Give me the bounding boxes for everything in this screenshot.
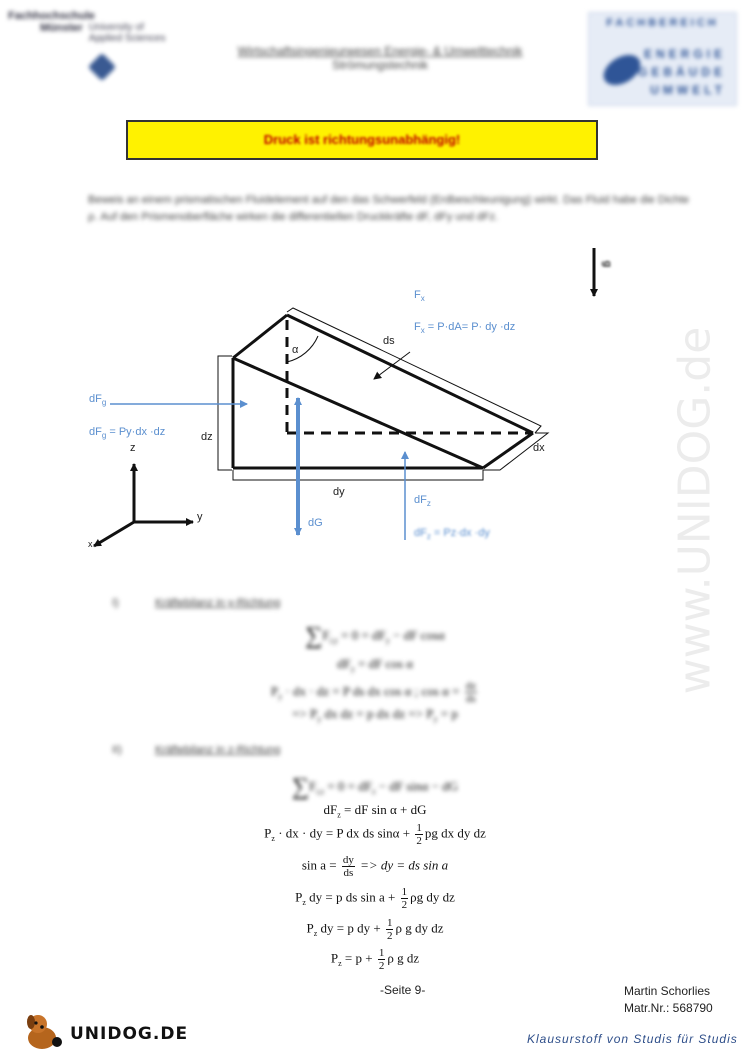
logo-word: ENERGIE xyxy=(643,47,726,61)
dfz-label: $dF_z$ xyxy=(414,494,431,509)
department-title: Wirtschaftsingenieurwesen Energie- & Umwelttechnik xyxy=(237,44,523,58)
axis-z-label: z xyxy=(130,442,136,454)
ds-arrow xyxy=(374,352,410,379)
logo-word: GEBÄUDE xyxy=(637,65,726,79)
document-header xyxy=(200,44,560,72)
gravity-label: g xyxy=(601,260,614,268)
axis-x-label: x xyxy=(88,539,93,549)
unidog-brand: UNIDOG.DE xyxy=(70,1024,189,1044)
equation-line: $\sum F_{i,y} = 0 = dF_y$ − dF cosα xyxy=(305,623,445,649)
equation-line: $P_y$ · dx · dz = P ds dx cos α ; cos α = $\frac{dz}{ds}$ xyxy=(270,680,477,705)
equation-line: $\sum F_{i,z} = 0 = dF_z$ − dF sinα − dG xyxy=(291,774,459,800)
headline-box xyxy=(126,120,598,160)
equation-line: $P_z$ dy = p ds sin a + $\frac{1}{2}$ ρg dy dz xyxy=(295,886,455,911)
section-number: I) xyxy=(112,597,119,609)
prism-diagram xyxy=(0,245,750,565)
dog-icon xyxy=(24,1012,66,1052)
equation-line: sin a = $\frac{dy}{ds}$ => dy = ds sin a xyxy=(301,854,449,879)
section-title: Kräftebilanz in z-Richtung xyxy=(155,744,281,756)
dy-label: dy xyxy=(333,486,345,498)
fx-formula: $F_x = P\cdot dA= P\cdot$ dy ·dz xyxy=(414,321,516,336)
equation-line: $dF_y$ = dF cos α xyxy=(337,656,413,674)
alpha-label: α xyxy=(292,344,299,356)
university-line: University of xyxy=(88,22,144,33)
dfz-formula: $dF_z = Pz\cdot dx \cdot dy$ xyxy=(414,527,490,542)
watermark-text: www.UNIDOG.de xyxy=(669,326,721,695)
university-line: Fachhochschule xyxy=(8,10,95,22)
footer-slogan: Klausurstoff von Studis für Studis xyxy=(527,1032,738,1046)
section-heading-2 xyxy=(112,744,280,756)
equation-line: => $P_y$ dx dz = p dx dz => $P_y = p$ xyxy=(292,706,458,724)
section-title: Kräftebilanz in y-Richtung xyxy=(155,597,281,609)
fachbereich-label: FACHBEREICH xyxy=(606,17,719,29)
dfg-label: $dF_g$ xyxy=(89,393,107,408)
page-number: -Seite 9- xyxy=(380,983,426,997)
watermark xyxy=(660,270,730,750)
equation-line: $P_z$ · dx · dy = P dx ds sinα + $\frac{1}{2}$ pg dx dy dz xyxy=(264,822,486,847)
dz-label: dz xyxy=(201,431,213,443)
axis-y-label: y xyxy=(197,511,203,523)
dg-label: dG xyxy=(308,517,323,529)
equation-line: $dF_z$ = dF sin α + dG xyxy=(323,802,427,820)
fachbereich-logo xyxy=(588,12,737,106)
university-line: Applied Sciences xyxy=(88,33,166,44)
unidog-logo[interactable] xyxy=(24,1012,194,1052)
fx-label: $F_x$ xyxy=(414,289,425,304)
coordinate-axes xyxy=(94,464,193,546)
section-heading-1 xyxy=(112,597,280,609)
equation-line: $P_z = p$ + $\frac{1}{2}$ ρ g dz xyxy=(330,947,420,972)
headline-text: Druck ist richtungsunabhängig! xyxy=(263,132,461,147)
equation-line: $P_z$ dy = p dy + $\frac{1}{2}$ ρ g dy dz xyxy=(306,917,444,942)
logo-word: UMWELT xyxy=(650,83,726,97)
author-block xyxy=(624,983,713,1017)
author-name: Martin Schorlies xyxy=(624,984,711,998)
intro-paragraph: Beweis an einem prismatischen Fluidelement auf den das Schwerfeld (Erdbeschleunigung) wirkt. Das Fluid habe die Dichte ρ. Auf den Prismenoberfläche wirken die differentiellen Druckkräfte dF, dFy und dFz. xyxy=(88,194,690,223)
section-number: II) xyxy=(112,744,122,756)
prism-svg xyxy=(0,245,750,565)
ds-label: ds xyxy=(383,335,395,347)
subject-title: Strömungstechnik xyxy=(331,58,429,72)
university-line: Münster xyxy=(40,22,83,34)
matriculation-number: Matr.Nr.: 568790 xyxy=(624,1001,713,1015)
dfg-formula: $dF_g = Py\cdot dx \cdot dz$ xyxy=(89,426,166,441)
dx-label: dx xyxy=(533,442,545,454)
